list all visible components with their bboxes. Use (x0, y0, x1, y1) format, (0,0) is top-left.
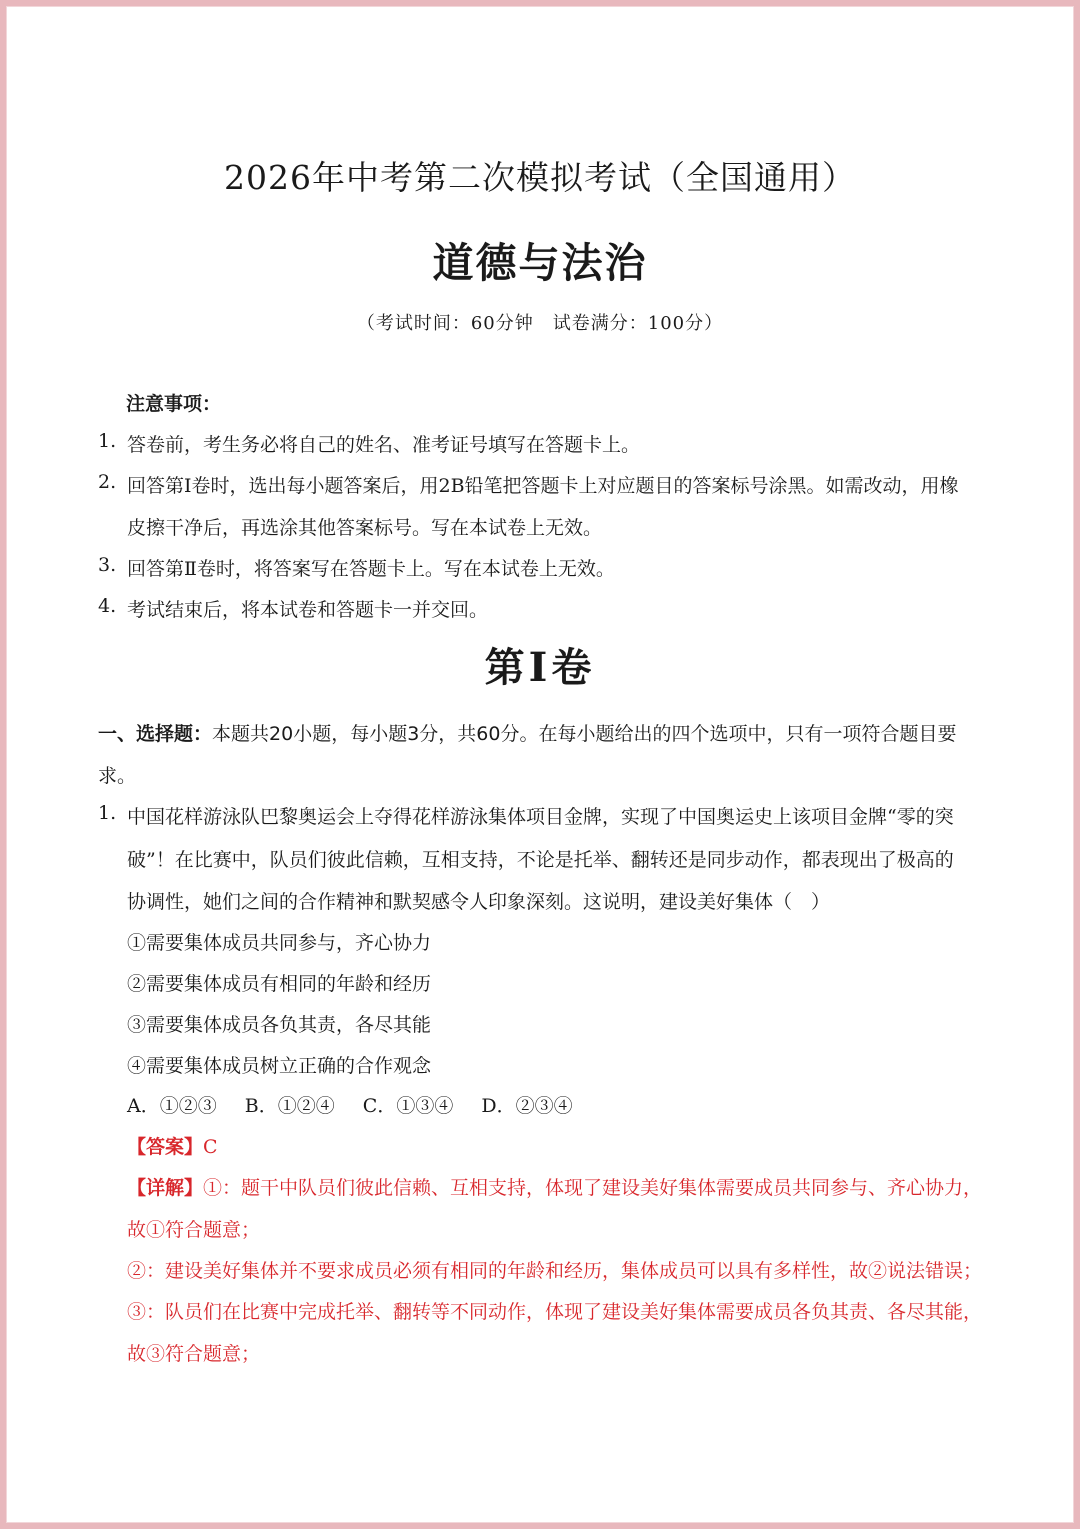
option-d: D．②③④ (481, 1095, 573, 1117)
explanation-text: ②：建设美好集体并不要求成员必须有相同的年龄和经历，集体成员可以具有多样性，故②说法错误； (127, 1260, 983, 1282)
notice-item-text: 皮擦干净后，再选涂其他答案标号。写在本试卷上无效。 (127, 517, 603, 539)
notice-item-text: 答卷前，考生务必将自己的姓名、准考证号填写在答题卡上。 (127, 434, 641, 456)
notice-item-number: 4. (98, 595, 117, 617)
statement-item: ②需要集体成员有相同的年龄和经历 (127, 973, 432, 995)
statement-item: ①需要集体成员共同参与，齐心协力 (127, 932, 432, 954)
question-number: 1. (98, 802, 117, 824)
section-instructions-cont: 求。 (98, 765, 137, 787)
section-instructions: 本题共20小题，每小题3分，共60分。在每小题给出的四个选项中，只有一项符合题目要 (212, 723, 957, 745)
answer-line (127, 1132, 218, 1159)
statement-item: ④需要集体成员树立正确的合作观念 (127, 1055, 432, 1077)
explanation-text: 故①符合题意； (127, 1219, 261, 1241)
section-heading (98, 719, 956, 746)
answer-options (127, 1091, 595, 1118)
explanation-line (127, 1173, 982, 1200)
section-label: 一、选择题： (98, 723, 213, 745)
question-stem-line: 协调性，她们之间的合作精神和默契感令人印象深刻。这说明，建设美好集体（ ） (127, 891, 831, 913)
notice-item-text: 回答第Ⅰ卷时，选出每小题答案后，用2B铅笔把答题卡上对应题目的答案标号涂黑。如需改动，用橡 (127, 475, 959, 497)
option-c: C．①③④ (362, 1095, 454, 1117)
option-a: A．①②③ (127, 1095, 217, 1117)
statement-item: ③需要集体成员各负其责，各尽其能 (127, 1014, 432, 1036)
answer-value: C (203, 1136, 218, 1158)
notice-heading: 注意事项： (126, 393, 222, 415)
answer-label: 【答案】 (127, 1136, 204, 1158)
explanation-text: ③：队员们在比赛中完成托举、翻转等不同动作，体现了建设美好集体需要成员各负其责、各尽其能， (127, 1301, 983, 1323)
explanation-text: ①：题干中队员们彼此信赖、互相支持，体现了建设美好集体需要成员共同参与、齐心协力， (203, 1177, 983, 1199)
explanation-label: 【详解】 (127, 1177, 204, 1199)
option-b: B．①②④ (244, 1095, 335, 1117)
notice-item-number: 1. (98, 430, 117, 452)
question-stem-line: 破”！在比赛中，队员们彼此信赖，互相支持，不论是托举、翻转还是同步动作，都表现出了极高的 (127, 849, 954, 871)
exam-title: 2026年中考第二次模拟考试（全国通用） (224, 158, 856, 197)
explanation-text: 故③符合题意； (127, 1343, 261, 1365)
notice-item-number: 2. (98, 471, 117, 493)
subject-title: 道德与法治 (432, 239, 648, 287)
notice-item-text: 考试结束后，将本试卷和答题卡一并交回。 (127, 599, 489, 621)
exam-info: （考试时间：60分钟 试卷满分：100分） (356, 313, 724, 334)
notice-item-text: 回答第Ⅱ卷时，将答案写在答题卡上。写在本试卷上无效。 (127, 558, 615, 580)
volume-title: 第Ⅰ卷 (484, 644, 596, 691)
notice-item-number: 3. (98, 554, 117, 576)
question-stem-line: 中国花样游泳队巴黎奥运会上夺得花样游泳集体项目金牌，实现了中国奥运史上该项目金牌“零的突 (127, 806, 954, 828)
